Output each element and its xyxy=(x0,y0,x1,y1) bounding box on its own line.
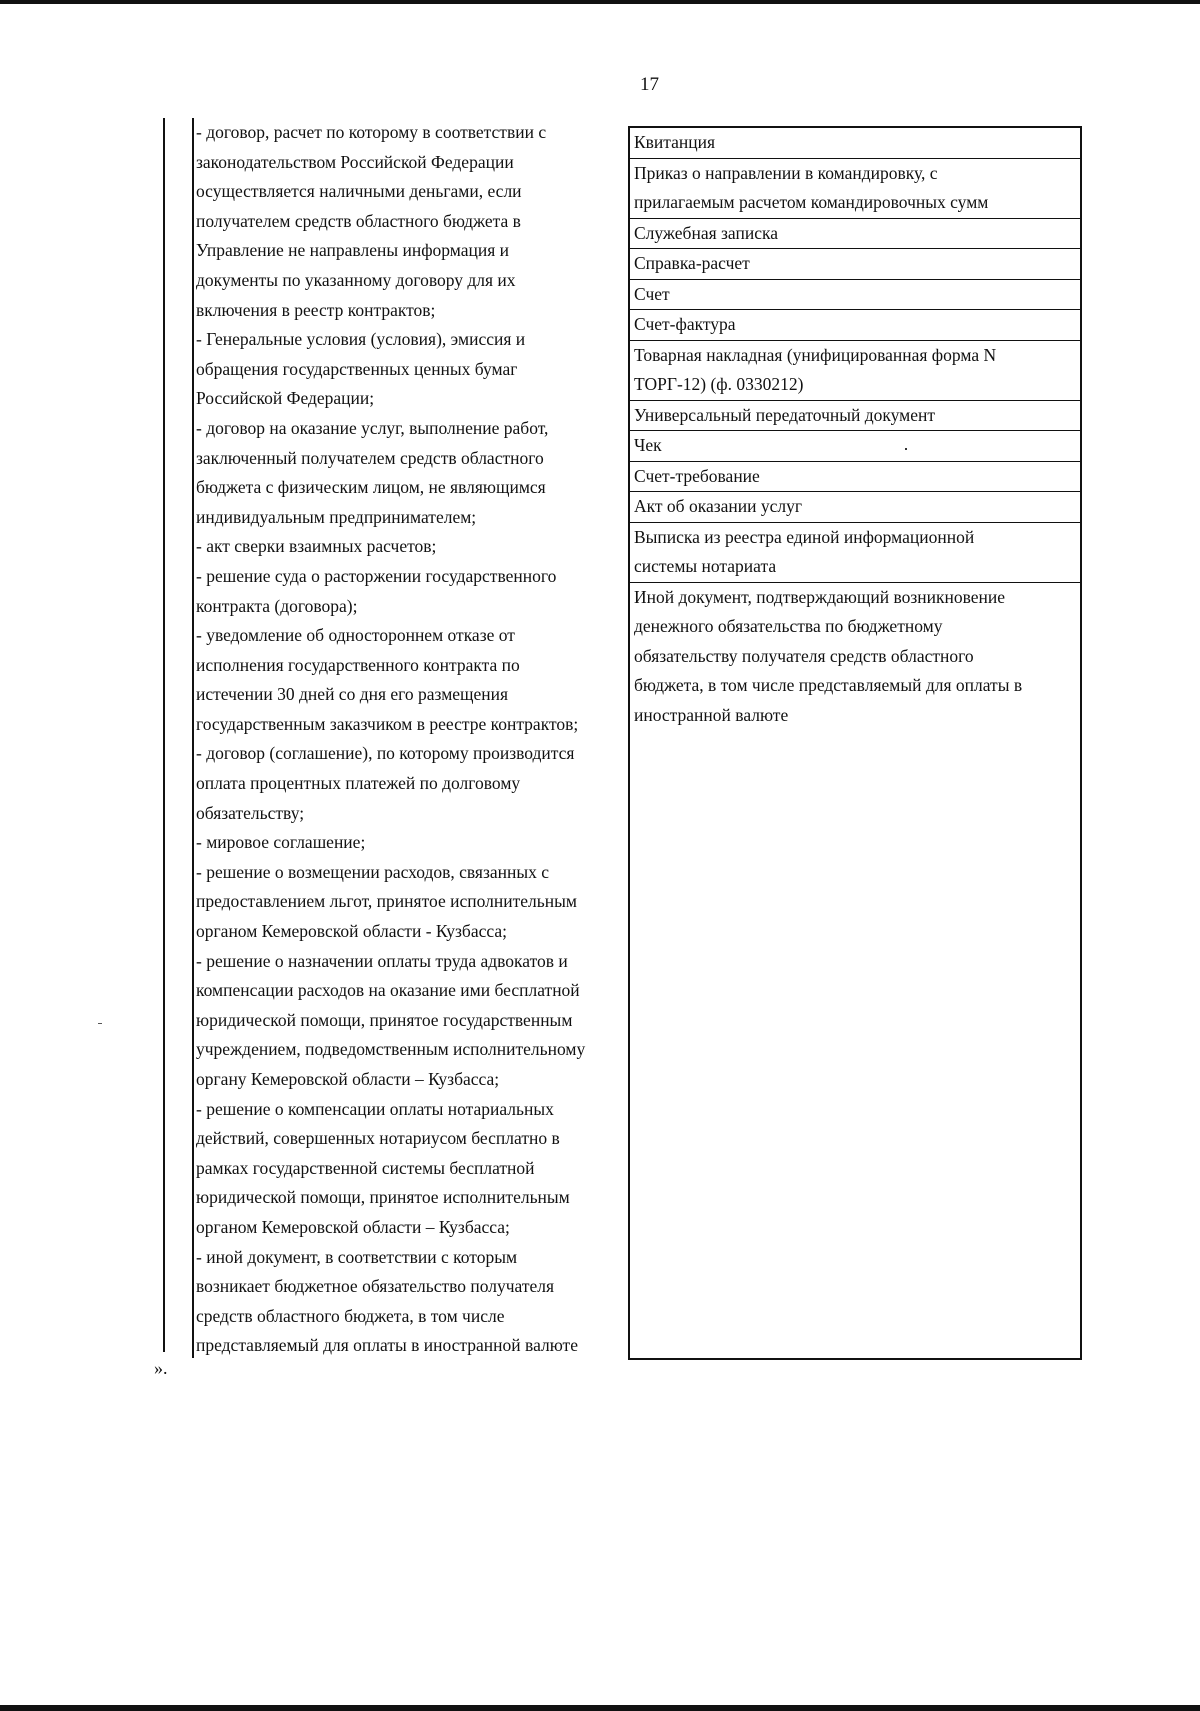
supporting-document-row xyxy=(630,219,1080,250)
supporting-document-row xyxy=(630,280,1080,311)
document-basis-line: - Генеральные условия (условия), эмиссия и xyxy=(196,329,526,350)
supporting-document-line: Приказ о направлении в командировку, с xyxy=(634,162,938,183)
document-basis-line: - акт сверки взаимных расчетов; xyxy=(196,536,437,557)
document-basis-line: - договор на оказание услуг, выполнение работ, xyxy=(196,417,549,438)
document-basis-line: документы по указанному договору для их xyxy=(196,269,516,290)
document-basis-column xyxy=(192,118,628,1358)
document-basis-line: - договор, расчет по которому в соответствии с xyxy=(196,122,547,142)
document-basis-line: рамках государственной системы бесплатной xyxy=(196,1157,535,1178)
supporting-documents-column xyxy=(628,126,1082,1360)
supporting-document-row xyxy=(630,523,1080,583)
document-basis-line: предоставлением льгот, принятое исполнительным xyxy=(196,891,577,912)
document-basis-line: включения в реестр контрактов; xyxy=(196,299,436,320)
document-basis-line: органом Кемеровской области – Кузбасса; xyxy=(196,1216,510,1237)
supporting-document-line: Служебная записка xyxy=(634,222,778,243)
supporting-document-line: Универсальный передаточный документ xyxy=(634,404,936,425)
scan-speck xyxy=(905,448,907,450)
supporting-document-line: обязательству получателя средств областного xyxy=(634,645,974,666)
document-basis-line: возникает бюджетное обязательство получателя xyxy=(196,1276,555,1297)
document-basis-line: юридической помощи, принятое государственным xyxy=(196,1009,573,1030)
document-basis-line: действий, совершенных нотариусом бесплатно в xyxy=(196,1128,560,1149)
supporting-document-line: ТОРГ-12) (ф. 0330212) xyxy=(634,374,804,394)
document-basis-line: компенсации расходов на оказание ими бесплатной xyxy=(196,980,580,1001)
supporting-document-row xyxy=(630,462,1080,493)
supporting-document-line: Иной документ, подтверждающий возникновение xyxy=(634,586,1006,607)
table-outer-left-border xyxy=(163,118,165,1352)
supporting-document-row xyxy=(630,249,1080,280)
supporting-document-row xyxy=(630,431,1080,462)
supporting-document-line: Справка-расчет xyxy=(634,253,750,273)
supporting-document-line: Счет-фактура xyxy=(634,314,736,334)
supporting-document-line: денежного обязательства по бюджетному xyxy=(634,616,943,636)
document-basis-line: обращения государственных ценных бумаг xyxy=(196,358,518,379)
document-basis-line: индивидуальным предпринимателем; xyxy=(196,506,477,527)
supporting-document-row xyxy=(630,401,1080,432)
document-basis-line: - решение о назначении оплаты труда адвокатов и xyxy=(196,950,568,971)
document-basis-line: осуществляется наличными деньгами, если xyxy=(196,181,522,202)
document-basis-line: - мировое соглашение; xyxy=(196,832,366,853)
document-basis-line: заключенный получателем средств областного xyxy=(196,447,544,468)
document-basis-line: бюджета с физическим лицом, не являющимся xyxy=(196,477,546,498)
closing-quote: ». xyxy=(154,1358,168,1378)
scan-speck xyxy=(98,1023,102,1024)
supporting-document-line: бюджета, в том числе представляемый для оплаты в xyxy=(634,675,1023,695)
document-basis-line: - иной документ, в соответствии с которым xyxy=(196,1246,518,1267)
document-basis-line: органу Кемеровской области – Кузбасса; xyxy=(196,1069,500,1089)
document-basis-line: законодательством Российской Федерации xyxy=(196,151,514,172)
document-basis-line: государственным заказчиком в реестре контрактов; xyxy=(196,713,579,734)
supporting-document-line: Счет xyxy=(634,283,670,304)
supporting-document-line: прилагаемым расчетом командировочных сумм xyxy=(634,192,989,212)
supporting-document-row xyxy=(630,310,1080,341)
supporting-document-line: системы нотариата xyxy=(634,556,777,576)
document-basis-line: учреждением, подведомственным исполнительному xyxy=(196,1039,586,1060)
supporting-document-line: иностранной валюте xyxy=(634,704,789,725)
supporting-document-line: Товарная накладная (унифицированная форма N xyxy=(634,344,997,365)
page-number: 17 xyxy=(640,74,659,95)
document-basis-line: юридической помощи, принятое исполнительным xyxy=(196,1187,570,1208)
supporting-document-row xyxy=(630,341,1080,401)
document-basis-line: представляемый для оплаты в иностранной валюте xyxy=(196,1335,578,1356)
supporting-document-line: Чек xyxy=(634,435,662,455)
document-basis-line: - договор (соглашение), по которому производится xyxy=(196,743,575,764)
scan-top-edge xyxy=(0,0,1200,4)
document-basis-line: органом Кемеровской области - Кузбасса; xyxy=(196,921,507,942)
document-basis-line: Управление не направлены информация и xyxy=(196,240,510,261)
document-basis-line: средств областного бюджета, в том числе xyxy=(196,1305,505,1326)
document-basis-line: истечении 30 дней со дня его размещения xyxy=(196,684,509,705)
document-basis-line: получателем средств областного бюджета в xyxy=(196,210,521,231)
document-basis-line: - уведомление об одностороннем отказе от xyxy=(196,625,515,646)
document-basis-line: контракта (договора); xyxy=(196,595,358,616)
document-basis-line: оплата процентных платежей по долговому xyxy=(196,773,521,794)
supporting-document-row xyxy=(630,128,1080,159)
document-basis-line: обязательству; xyxy=(196,802,305,823)
document-basis-line: исполнения государственного контракта по xyxy=(196,654,520,675)
supporting-document-row xyxy=(630,159,1080,219)
supporting-document-row xyxy=(630,583,1080,731)
document-basis-line: Российской Федерации; xyxy=(196,388,375,409)
document-basis-line: - решение о компенсации оплаты нотариальных xyxy=(196,1098,554,1119)
supporting-document-line: Акт об оказании услуг xyxy=(634,496,803,516)
document-basis-line: - решение о возмещении расходов, связанных с xyxy=(196,861,550,882)
supporting-document-line: Выписка из реестра единой информационной xyxy=(634,526,975,547)
supporting-document-line: Квитанция xyxy=(634,132,716,152)
scan-bottom-edge xyxy=(0,1705,1200,1711)
document-basis-line: - решение суда о расторжении государственного xyxy=(196,565,557,586)
supporting-document-row xyxy=(630,492,1080,523)
supporting-document-line: Счет-требование xyxy=(634,465,760,486)
